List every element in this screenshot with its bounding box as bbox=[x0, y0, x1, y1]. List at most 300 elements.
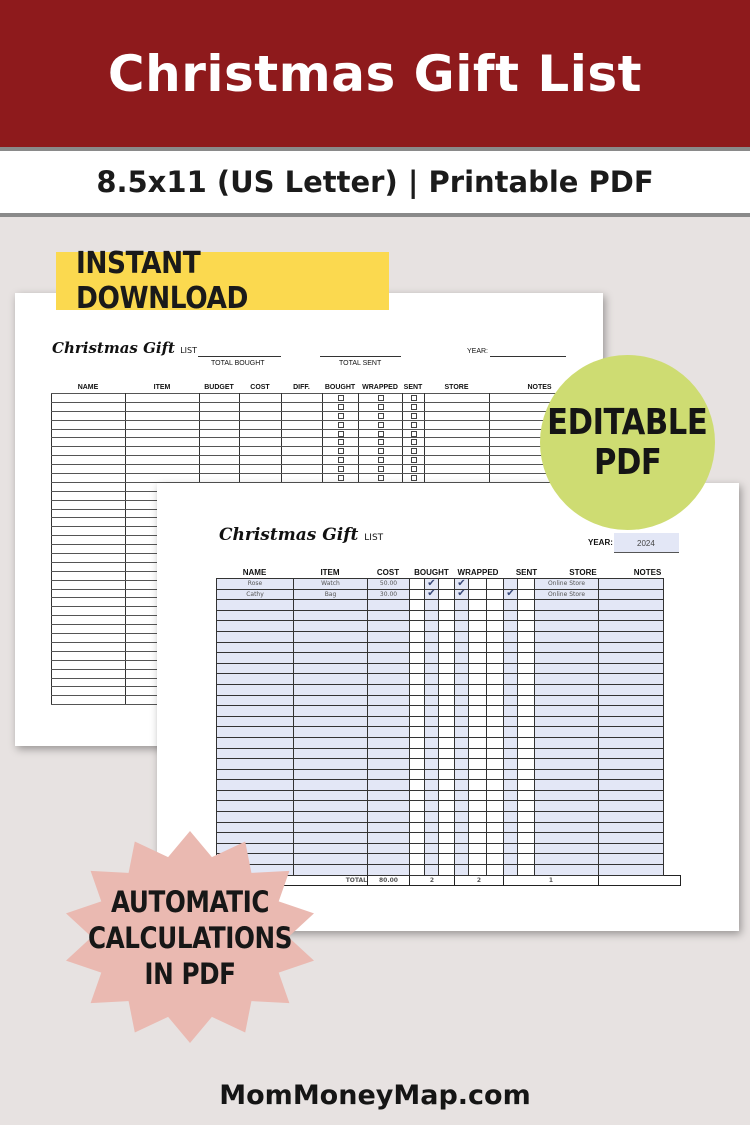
printable-col-header: ITEM bbox=[153, 384, 171, 391]
name-field[interactable] bbox=[217, 621, 294, 632]
name-field[interactable] bbox=[217, 727, 294, 738]
table-row bbox=[217, 737, 681, 748]
item-field[interactable] bbox=[294, 653, 368, 664]
item-field[interactable] bbox=[294, 748, 368, 759]
notes-field[interactable] bbox=[599, 642, 664, 653]
notes-field[interactable] bbox=[599, 589, 664, 600]
spacer-cell bbox=[410, 706, 425, 717]
sent-checkbox[interactable] bbox=[504, 801, 518, 812]
wrapped-checkbox[interactable] bbox=[455, 833, 469, 844]
name-field[interactable] bbox=[217, 674, 294, 685]
checkbox-icon bbox=[378, 413, 384, 419]
cost-field[interactable] bbox=[368, 865, 410, 876]
item-field-value: Bag bbox=[324, 590, 337, 598]
bought-checkbox[interactable] bbox=[425, 769, 439, 780]
sent-checkbox[interactable] bbox=[504, 579, 518, 590]
name-field[interactable] bbox=[217, 769, 294, 780]
name-field[interactable] bbox=[217, 812, 294, 823]
item-field[interactable] bbox=[294, 695, 368, 706]
bought-checkbox[interactable] bbox=[425, 865, 439, 876]
wrapped-checkbox[interactable] bbox=[455, 865, 469, 876]
bought-checkbox[interactable] bbox=[425, 790, 439, 801]
notes-field[interactable] bbox=[599, 801, 664, 812]
bought-checkbox[interactable] bbox=[425, 822, 439, 833]
spacer-cell bbox=[518, 727, 535, 738]
wrapped-checkbox[interactable] bbox=[455, 600, 469, 611]
spacer-cell bbox=[439, 801, 455, 812]
sent-checkbox[interactable] bbox=[504, 748, 518, 759]
checkbox-icon bbox=[378, 448, 384, 454]
item-field[interactable] bbox=[294, 780, 368, 791]
store-field[interactable] bbox=[535, 727, 599, 738]
cost-field[interactable] bbox=[368, 769, 410, 780]
sent-checkbox[interactable] bbox=[504, 833, 518, 844]
notes-field[interactable] bbox=[599, 727, 664, 738]
notes-field[interactable] bbox=[599, 843, 664, 854]
notes-field[interactable] bbox=[599, 833, 664, 844]
notes-field[interactable] bbox=[599, 790, 664, 801]
wrapped-checkbox[interactable] bbox=[455, 790, 469, 801]
spacer-cell bbox=[469, 854, 487, 865]
bought-checkbox[interactable] bbox=[425, 631, 439, 642]
store-field[interactable] bbox=[535, 865, 599, 876]
store-field[interactable] bbox=[535, 695, 599, 706]
editable-pdf-badge bbox=[540, 355, 715, 530]
bought-checkbox[interactable] bbox=[425, 589, 439, 600]
item-field[interactable] bbox=[294, 621, 368, 632]
item-field[interactable] bbox=[294, 737, 368, 748]
checkbox-icon bbox=[338, 466, 344, 472]
spacer-cell bbox=[518, 737, 535, 748]
cost-field[interactable] bbox=[368, 653, 410, 664]
notes-field[interactable] bbox=[599, 822, 664, 833]
wrapped-checkbox[interactable] bbox=[455, 674, 469, 685]
cost-field[interactable] bbox=[368, 748, 410, 759]
spacer-cell bbox=[518, 748, 535, 759]
checkmark-icon: ✔ bbox=[457, 589, 466, 600]
name-field[interactable] bbox=[217, 642, 294, 653]
name-field[interactable] bbox=[217, 663, 294, 674]
total-sent-label: TOTAL SENT bbox=[339, 360, 382, 367]
item-field[interactable] bbox=[294, 706, 368, 717]
store-field[interactable] bbox=[535, 833, 599, 844]
checkbox-icon bbox=[338, 413, 344, 419]
sent-checkbox[interactable] bbox=[504, 663, 518, 674]
store-field[interactable] bbox=[535, 631, 599, 642]
spacer-cell bbox=[487, 833, 504, 844]
spacer-cell bbox=[410, 865, 425, 876]
spacer-cell bbox=[439, 769, 455, 780]
notes-field[interactable] bbox=[599, 695, 664, 706]
bought-checkbox[interactable] bbox=[425, 684, 439, 695]
cost-field[interactable] bbox=[368, 684, 410, 695]
spacer-cell bbox=[469, 621, 487, 632]
cost-field[interactable] bbox=[368, 737, 410, 748]
editable-col-header: SENT bbox=[515, 568, 538, 577]
wrapped-checkbox[interactable] bbox=[455, 759, 469, 770]
bought-checkbox[interactable] bbox=[425, 610, 439, 621]
spacer-cell bbox=[487, 769, 504, 780]
bought-checkbox[interactable] bbox=[425, 759, 439, 770]
store-field[interactable] bbox=[535, 663, 599, 674]
spacer-cell bbox=[439, 843, 455, 854]
cost-field[interactable] bbox=[368, 727, 410, 738]
notes-field[interactable] bbox=[599, 631, 664, 642]
store-field[interactable] bbox=[535, 854, 599, 865]
store-field[interactable] bbox=[535, 642, 599, 653]
year-field[interactable] bbox=[614, 533, 679, 553]
checkbox-icon bbox=[338, 448, 344, 454]
item-field[interactable] bbox=[294, 759, 368, 770]
cost-field[interactable] bbox=[368, 642, 410, 653]
total-spacer bbox=[599, 875, 681, 886]
spacer-cell bbox=[410, 716, 425, 727]
spacer-cell bbox=[518, 769, 535, 780]
cost-field[interactable] bbox=[368, 716, 410, 727]
spacer-cell bbox=[410, 695, 425, 706]
spacer-cell bbox=[518, 663, 535, 674]
item-field[interactable] bbox=[294, 790, 368, 801]
spacer-cell bbox=[518, 780, 535, 791]
sent-checkbox[interactable] bbox=[504, 716, 518, 727]
total-bought-line bbox=[198, 356, 281, 357]
notes-field[interactable] bbox=[599, 865, 664, 876]
cost-field[interactable] bbox=[368, 589, 410, 600]
wrapped-checkbox[interactable] bbox=[455, 801, 469, 812]
store-field[interactable] bbox=[535, 653, 599, 664]
spacer-cell bbox=[410, 801, 425, 812]
spacer-cell bbox=[439, 759, 455, 770]
cost-field[interactable] bbox=[368, 706, 410, 717]
sent-checkbox[interactable] bbox=[504, 759, 518, 770]
wrapped-checkbox[interactable] bbox=[455, 653, 469, 664]
store-field[interactable] bbox=[535, 684, 599, 695]
year-label: YEAR: bbox=[588, 538, 613, 547]
sent-checkbox[interactable] bbox=[504, 812, 518, 823]
checkmark-icon: ✔ bbox=[506, 589, 515, 600]
checkmark-icon: ✔ bbox=[427, 578, 436, 589]
spacer-cell bbox=[487, 610, 504, 621]
name-field[interactable] bbox=[217, 684, 294, 695]
name-field[interactable] bbox=[217, 589, 294, 600]
total-wrapped: 2 bbox=[455, 875, 504, 886]
sent-checkbox[interactable] bbox=[504, 589, 518, 600]
sent-checkbox[interactable] bbox=[504, 600, 518, 611]
table-row bbox=[217, 674, 681, 685]
spacer-cell bbox=[410, 727, 425, 738]
spacer-cell bbox=[487, 812, 504, 823]
sent-checkbox[interactable] bbox=[504, 769, 518, 780]
bought-checkbox[interactable] bbox=[425, 812, 439, 823]
bought-checkbox[interactable] bbox=[425, 748, 439, 759]
wrapped-checkbox[interactable] bbox=[455, 684, 469, 695]
table-row bbox=[217, 642, 681, 653]
store-field[interactable] bbox=[535, 759, 599, 770]
notes-field[interactable] bbox=[599, 663, 664, 674]
name-field[interactable] bbox=[217, 790, 294, 801]
store-field[interactable] bbox=[535, 790, 599, 801]
notes-field[interactable] bbox=[599, 812, 664, 823]
notes-field[interactable] bbox=[599, 653, 664, 664]
name-field[interactable] bbox=[217, 600, 294, 611]
bought-checkbox[interactable] bbox=[425, 653, 439, 664]
sent-checkbox[interactable] bbox=[504, 822, 518, 833]
editable-col-header: NOTES bbox=[633, 568, 662, 577]
store-field[interactable] bbox=[535, 610, 599, 621]
table-row bbox=[217, 769, 681, 780]
item-field[interactable] bbox=[294, 716, 368, 727]
bought-checkbox[interactable] bbox=[425, 674, 439, 685]
cost-field[interactable] bbox=[368, 610, 410, 621]
cost-field[interactable] bbox=[368, 631, 410, 642]
store-field[interactable] bbox=[535, 769, 599, 780]
item-field[interactable] bbox=[294, 600, 368, 611]
checkbox-icon bbox=[411, 475, 417, 481]
cost-field[interactable] bbox=[368, 600, 410, 611]
item-field[interactable] bbox=[294, 579, 368, 590]
notes-field[interactable] bbox=[599, 579, 664, 590]
notes-field[interactable] bbox=[599, 769, 664, 780]
sent-checkbox[interactable] bbox=[504, 790, 518, 801]
item-field[interactable] bbox=[294, 589, 368, 600]
sent-checkbox[interactable] bbox=[504, 653, 518, 664]
name-field[interactable] bbox=[217, 653, 294, 664]
cost-field[interactable] bbox=[368, 780, 410, 791]
store-field[interactable] bbox=[535, 579, 599, 590]
cost-field[interactable] bbox=[368, 812, 410, 823]
store-field[interactable] bbox=[535, 621, 599, 632]
sent-checkbox[interactable] bbox=[504, 684, 518, 695]
table-row bbox=[217, 801, 681, 812]
wrapped-checkbox[interactable] bbox=[455, 854, 469, 865]
year-value: 2024 bbox=[637, 539, 655, 548]
sent-checkbox[interactable] bbox=[504, 843, 518, 854]
bought-checkbox[interactable] bbox=[425, 695, 439, 706]
spacer-cell bbox=[410, 642, 425, 653]
item-field[interactable] bbox=[294, 684, 368, 695]
wrapped-checkbox[interactable] bbox=[455, 631, 469, 642]
item-field[interactable] bbox=[294, 631, 368, 642]
store-field[interactable] bbox=[535, 589, 599, 600]
notes-field[interactable] bbox=[599, 716, 664, 727]
sent-checkbox[interactable] bbox=[504, 642, 518, 653]
cost-field[interactable] bbox=[368, 790, 410, 801]
store-field[interactable] bbox=[535, 812, 599, 823]
cost-field[interactable] bbox=[368, 822, 410, 833]
name-field[interactable] bbox=[217, 748, 294, 759]
table-row bbox=[52, 438, 591, 447]
store-field-value: Online Store bbox=[547, 580, 586, 588]
wrapped-checkbox[interactable] bbox=[455, 748, 469, 759]
sent-checkbox[interactable] bbox=[504, 695, 518, 706]
table-row bbox=[217, 610, 681, 621]
printable-col-header: NAME bbox=[77, 384, 99, 391]
checkmark-icon: ✔ bbox=[457, 578, 466, 589]
spacer-cell bbox=[518, 653, 535, 664]
name-field[interactable] bbox=[217, 610, 294, 621]
spacer-cell bbox=[518, 695, 535, 706]
item-field[interactable] bbox=[294, 801, 368, 812]
notes-field[interactable] bbox=[599, 600, 664, 611]
wrapped-checkbox[interactable] bbox=[455, 822, 469, 833]
wrapped-checkbox[interactable] bbox=[455, 642, 469, 653]
item-field[interactable] bbox=[294, 727, 368, 738]
store-field[interactable] bbox=[535, 843, 599, 854]
cost-field[interactable] bbox=[368, 674, 410, 685]
store-field[interactable] bbox=[535, 737, 599, 748]
sent-checkbox[interactable] bbox=[504, 780, 518, 791]
sent-checkbox[interactable] bbox=[504, 706, 518, 717]
bought-checkbox[interactable] bbox=[425, 843, 439, 854]
cost-field[interactable] bbox=[368, 843, 410, 854]
bought-checkbox[interactable] bbox=[425, 706, 439, 717]
checkbox-icon bbox=[378, 439, 384, 445]
spacer-cell bbox=[439, 716, 455, 727]
bought-checkbox[interactable] bbox=[425, 663, 439, 674]
checkbox-icon bbox=[378, 395, 384, 401]
store-field[interactable] bbox=[535, 706, 599, 717]
notes-field[interactable] bbox=[599, 748, 664, 759]
table-row bbox=[217, 653, 681, 664]
bought-checkbox[interactable] bbox=[425, 621, 439, 632]
name-field[interactable] bbox=[217, 737, 294, 748]
spacer-cell bbox=[518, 865, 535, 876]
name-field[interactable] bbox=[217, 780, 294, 791]
spacer-cell bbox=[518, 790, 535, 801]
wrapped-checkbox[interactable] bbox=[455, 812, 469, 823]
bought-checkbox[interactable] bbox=[425, 642, 439, 653]
spacer-cell bbox=[439, 642, 455, 653]
bought-checkbox[interactable] bbox=[425, 801, 439, 812]
cost-field[interactable] bbox=[368, 621, 410, 632]
wrapped-checkbox[interactable] bbox=[455, 843, 469, 854]
item-field[interactable] bbox=[294, 674, 368, 685]
store-field[interactable] bbox=[535, 801, 599, 812]
table-row bbox=[52, 394, 591, 403]
wrapped-checkbox[interactable] bbox=[455, 621, 469, 632]
printable-col-header: WRAPPED bbox=[362, 384, 398, 391]
cost-field[interactable] bbox=[368, 833, 410, 844]
spacer-cell bbox=[518, 706, 535, 717]
notes-field[interactable] bbox=[599, 684, 664, 695]
cost-field[interactable] bbox=[368, 759, 410, 770]
bought-checkbox[interactable] bbox=[425, 854, 439, 865]
item-field[interactable] bbox=[294, 812, 368, 823]
bought-checkbox[interactable] bbox=[425, 833, 439, 844]
bought-checkbox[interactable] bbox=[425, 780, 439, 791]
wrapped-checkbox[interactable] bbox=[455, 706, 469, 717]
editable-col-header: WRAPPED bbox=[457, 568, 499, 577]
item-field[interactable] bbox=[294, 610, 368, 621]
notes-field[interactable] bbox=[599, 737, 664, 748]
notes-field[interactable] bbox=[599, 780, 664, 791]
spacer-cell bbox=[469, 780, 487, 791]
store-field[interactable] bbox=[535, 822, 599, 833]
website-url[interactable]: MomMoneyMap.com bbox=[219, 1080, 531, 1111]
spacer-cell bbox=[439, 737, 455, 748]
store-field[interactable] bbox=[535, 716, 599, 727]
name-field[interactable] bbox=[217, 579, 294, 590]
sent-checkbox[interactable] bbox=[504, 610, 518, 621]
bought-checkbox[interactable] bbox=[425, 716, 439, 727]
notes-field[interactable] bbox=[599, 621, 664, 632]
wrapped-checkbox[interactable] bbox=[455, 579, 469, 590]
wrapped-checkbox[interactable] bbox=[455, 695, 469, 706]
sent-checkbox[interactable] bbox=[504, 737, 518, 748]
notes-field[interactable] bbox=[599, 854, 664, 865]
cost-field[interactable] bbox=[368, 579, 410, 590]
spacer-cell bbox=[518, 843, 535, 854]
name-field[interactable] bbox=[217, 716, 294, 727]
checkmark-icon: ✔ bbox=[427, 589, 436, 600]
item-field[interactable] bbox=[294, 663, 368, 674]
name-field[interactable] bbox=[217, 695, 294, 706]
automatic-label: AUTOMATIC bbox=[110, 885, 270, 919]
printable-col-header: COST bbox=[250, 384, 270, 391]
printable-col-header: NOTES bbox=[527, 384, 552, 391]
sent-checkbox[interactable] bbox=[504, 727, 518, 738]
spacer-cell bbox=[487, 843, 504, 854]
store-field[interactable] bbox=[535, 780, 599, 791]
wrapped-checkbox[interactable] bbox=[455, 727, 469, 738]
wrapped-checkbox[interactable] bbox=[455, 589, 469, 600]
table-row bbox=[217, 600, 681, 611]
bought-checkbox[interactable] bbox=[425, 579, 439, 590]
printable-col-header: BOUGHT bbox=[324, 384, 356, 391]
sent-checkbox[interactable] bbox=[504, 621, 518, 632]
notes-field[interactable] bbox=[599, 674, 664, 685]
sent-checkbox[interactable] bbox=[504, 674, 518, 685]
bought-checkbox[interactable] bbox=[425, 737, 439, 748]
wrapped-checkbox[interactable] bbox=[455, 737, 469, 748]
notes-field[interactable] bbox=[599, 610, 664, 621]
checkbox-icon bbox=[338, 422, 344, 428]
name-field[interactable] bbox=[217, 759, 294, 770]
name-field[interactable] bbox=[217, 706, 294, 717]
item-field[interactable] bbox=[294, 642, 368, 653]
cost-field[interactable] bbox=[368, 663, 410, 674]
spacer-cell bbox=[439, 812, 455, 823]
spacer-cell bbox=[518, 801, 535, 812]
name-field[interactable] bbox=[217, 631, 294, 642]
item-field[interactable] bbox=[294, 769, 368, 780]
spacer-cell bbox=[487, 600, 504, 611]
wrapped-checkbox[interactable] bbox=[455, 769, 469, 780]
cost-field[interactable] bbox=[368, 695, 410, 706]
store-field[interactable] bbox=[535, 674, 599, 685]
wrapped-checkbox[interactable] bbox=[455, 663, 469, 674]
bought-checkbox[interactable] bbox=[425, 600, 439, 611]
spacer-cell bbox=[487, 801, 504, 812]
wrapped-checkbox[interactable] bbox=[455, 716, 469, 727]
spacer-cell bbox=[487, 822, 504, 833]
wrapped-checkbox[interactable] bbox=[455, 780, 469, 791]
wrapped-checkbox[interactable] bbox=[455, 610, 469, 621]
cost-field[interactable] bbox=[368, 801, 410, 812]
cost-field[interactable] bbox=[368, 854, 410, 865]
notes-field[interactable] bbox=[599, 759, 664, 770]
bought-checkbox[interactable] bbox=[425, 727, 439, 738]
notes-field[interactable] bbox=[599, 706, 664, 717]
checkbox-icon bbox=[411, 466, 417, 472]
store-field[interactable] bbox=[535, 600, 599, 611]
sent-checkbox[interactable] bbox=[504, 854, 518, 865]
sent-checkbox[interactable] bbox=[504, 865, 518, 876]
sent-checkbox[interactable] bbox=[504, 631, 518, 642]
store-field[interactable] bbox=[535, 748, 599, 759]
name-field[interactable] bbox=[217, 801, 294, 812]
spacer-cell bbox=[439, 653, 455, 664]
